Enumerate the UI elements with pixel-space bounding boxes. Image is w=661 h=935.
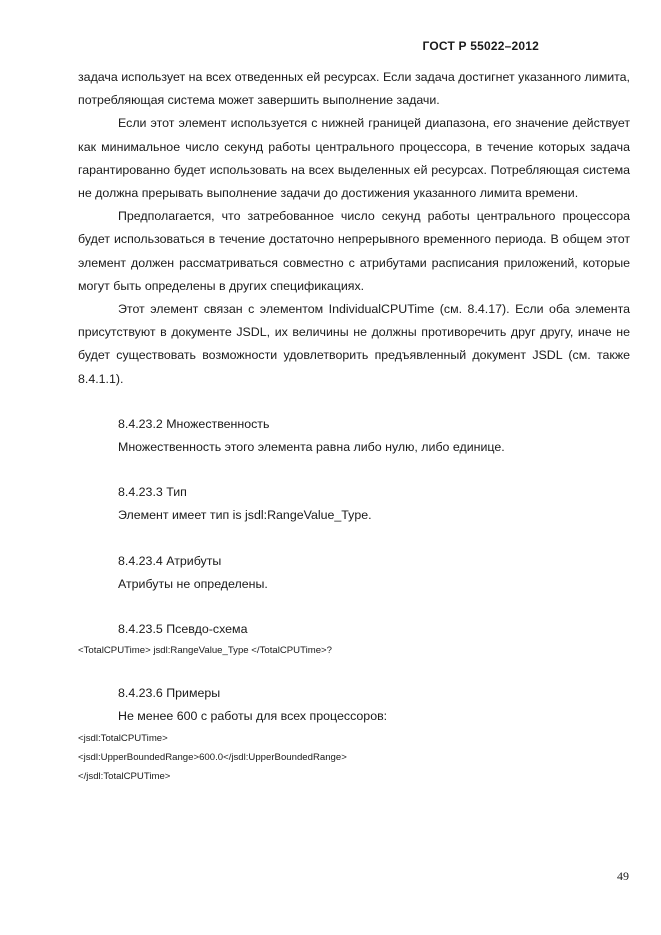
paragraph: задача использует на всех отведенных ей ресурсах. Если задача достигнет указанного лимита, потребляющая система может завершить выполнение задачи. (78, 70, 630, 108)
page-body (78, 66, 630, 786)
page-number: 49 (617, 869, 629, 883)
code-line-pseudo-schema: <TotalCPUTime> jsdl:RangeValue_Type </TotalCPUTime>? (78, 645, 332, 657)
paragraph: Этот элемент связан с элементом IndividualCPUTime (см. 8.4.17). Если оба элемента присутствуют в документе JSDL, их величины не должны противоречить друг другу, иначе не будет существовать возможности удовлетворить предъявленный документ JSDL (см. также 8.4.1.1). (78, 302, 630, 386)
code-line: <jsdl:TotalCPUTime> (78, 732, 168, 744)
section-text-multiplicity: Множественность этого элемента равна либо нулю, либо единице. (118, 440, 505, 455)
section-text-attributes: Атрибуты не определены. (118, 576, 268, 591)
document-header: ГОСТ Р 55022–2012 (422, 39, 539, 53)
section-title-attributes: 8.4.23.4 Атрибуты (118, 553, 222, 568)
section-title-type: 8.4.23.3 Тип (118, 485, 187, 500)
section-title-multiplicity: 8.4.23.2 Множественность (118, 416, 270, 431)
paragraph: Предполагается, что затребованное число секунд работы центрального процессора будет использоваться в течение достаточно непрерывного временного периода. В общем этот элемент должен рассматриваться совместно с атрибутами расписания приложений, которые могут быть определены в других спецификациях. (78, 209, 630, 293)
section-title-examples: 8.4.23.6 Примеры (118, 686, 221, 701)
code-line: </jsdl:TotalCPUTime> (78, 770, 171, 782)
code-line: <jsdl:UpperBoundedRange>600.0</jsdl:UpperBoundedRange> (78, 751, 347, 763)
section-text-type: Элемент имеет тип is jsdl:RangeValue_Type. (118, 508, 372, 523)
paragraph: Если этот элемент используется с нижней границей диапазона, его значение действует как минимальное число секунд работы центрального процессора, в течение которых задача гарантированно будет использовать на всех выделенных ей ресурсах. Потребляющая система не должна прерывать выполнение задачи до достижения указанного лимита времени. (78, 116, 630, 201)
section-title-pseudo-schema: 8.4.23.5 Псевдо-схема (118, 622, 248, 637)
section-text-examples: Не менее 600 с работы для всех процессоров: (118, 709, 388, 724)
